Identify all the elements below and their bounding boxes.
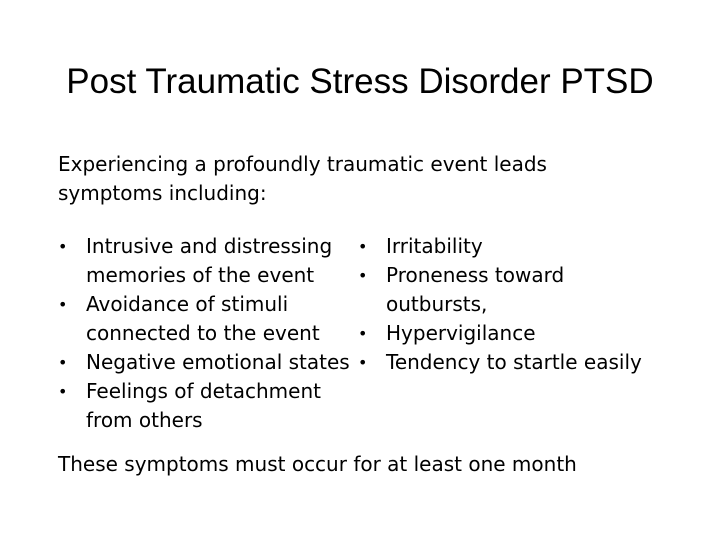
bullet-icon [358,261,386,290]
bullet-icon [58,290,86,319]
list-item-line: Tendency to startle easily [386,350,642,374]
list-item-line: Feelings of detachment [86,379,321,403]
intro-text [58,150,658,208]
list-item-line: Proneness toward [386,263,565,287]
bullet-icon [358,319,386,348]
bullet-icon [58,232,86,261]
list-item-line: connected to the event [86,321,320,345]
bullet-icon [58,377,86,406]
footer-note: These symptoms must occur for at least one month [58,452,577,476]
intro-line-2: symptoms including: [58,181,267,205]
list-item [58,377,363,435]
bullet-icon [358,232,386,261]
bullet-icon [358,348,386,377]
list-item [358,319,688,348]
list-item [358,261,688,319]
list-item-line: memories of the event [86,263,315,287]
list-item [358,232,688,261]
list-item [58,232,363,290]
list-item-line: Avoidance of stimuli [86,292,289,316]
list-item [58,290,363,348]
intro-line-1: Experiencing a profoundly traumatic event leads [58,152,547,176]
list-item [58,348,363,377]
list-item-line: Negative emotional states [86,350,350,374]
list-item-line: Irritability [386,234,483,258]
slide-title: Post Traumatic Stress Disorder PTSD [66,62,654,101]
list-item-line: Intrusive and distressing [86,234,333,258]
symptom-list-left [58,232,363,435]
list-item-line: Hypervigilance [386,321,536,345]
list-item-line: outbursts, [386,292,488,316]
list-item [358,348,688,377]
symptom-list-right [358,232,688,377]
bullet-icon [58,348,86,377]
list-item-line: from others [86,408,203,432]
